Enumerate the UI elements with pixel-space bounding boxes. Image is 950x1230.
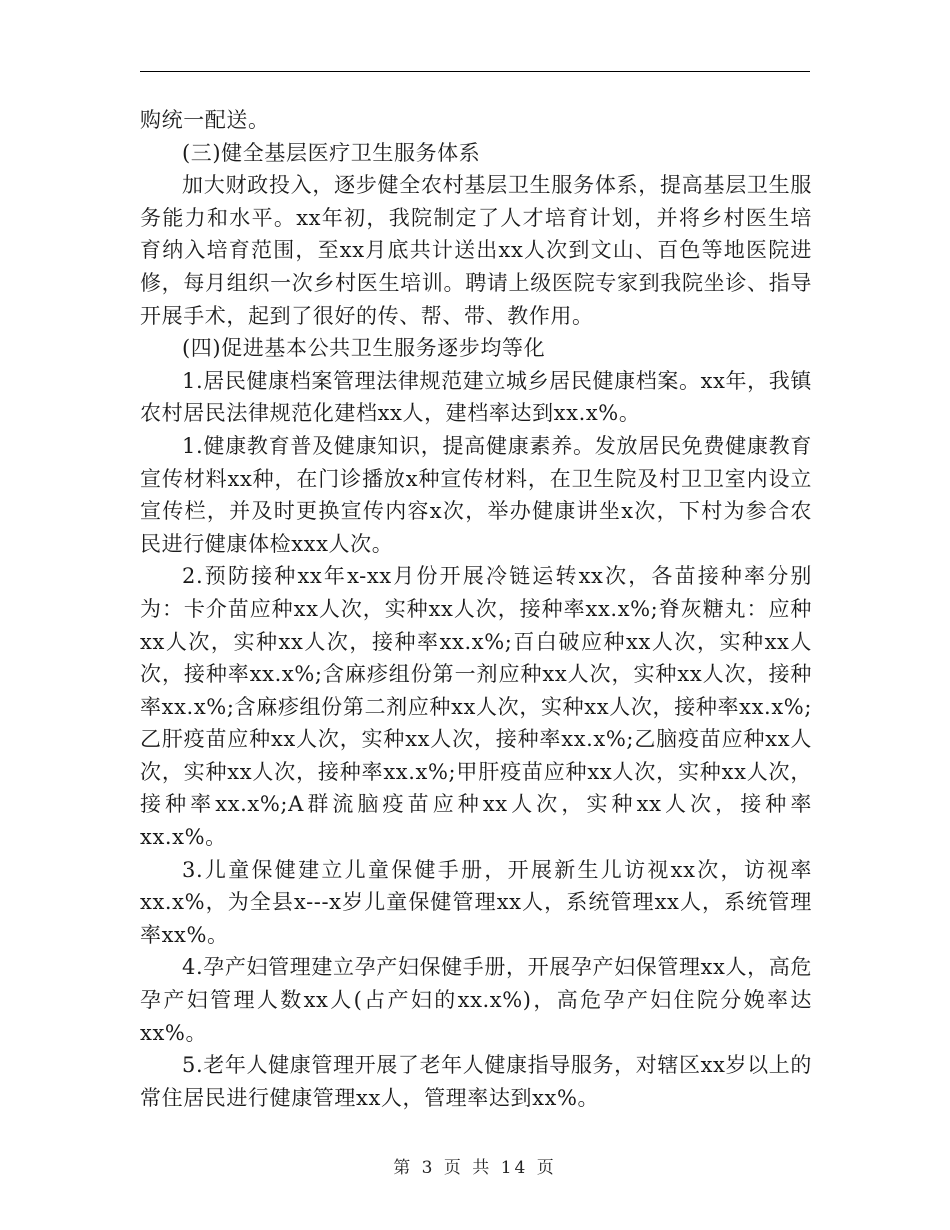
header-rule	[140, 71, 810, 72]
paragraph: 2.预防接种xx年x-xx月份开展冷链运转xx次，各苗接种率分别为：卡介苗应种xx人次，实种xx人次，接种率xx.x%;脊灰糖丸：应种xx人次，实种xx人次，接种率xx.x%;百白破应种xx人次，实种xx人次，接种率xx.x%;含麻疹组份第一剂应种xx人次，实种xx人次，接种率xx.x%;含麻疹组份第二剂应种xx人次，实种xx人次，接种率xx.x%;乙肝疫苗应种xx人次，实种xx人次，接种率xx.x%;乙脑疫苗应种xx人次，实种xx人次，接种率xx.x%;甲肝疫苗应种xx人次，实种xx人次，接种率xx.x%;A群流脑疫苗应种xx人次，实种xx人次，接种率xx.x%。	[140, 564, 812, 850]
paragraph: 5.老年人健康管理开展了老年人健康指导服务，对辖区xx岁以上的常住居民进行健康管理xx人，管理率达到xx%。	[140, 1053, 812, 1110]
paragraph: 购统一配送。	[140, 108, 270, 132]
paragraph: 加大财政投入，逐步健全农村基层卫生服务体系，提高基层卫生服务能力和水平。xx年初，我院制定了人才培育计划，并将乡村医生培育纳入培育范围，至xx月底共计送出xx人次到文山、百色等地医院进修，每月组织一次乡村医生培训。聘请上级医院专家到我院坐诊、指导开展手术，起到了很好的传、帮、带、教作用。	[140, 173, 812, 328]
document-body	[140, 104, 812, 1114]
section-heading: (三)健全基层医疗卫生服务体系	[182, 140, 481, 165]
paragraph: 3.儿童保健建立儿童保健手册，开展新生儿访视xx次，访视率xx.x%，为全县x---x岁儿童保健管理xx人，系统管理xx人，系统管理率xx%。	[140, 857, 812, 947]
section-heading: (四)促进基本公共卫生服务逐步均等化	[182, 336, 546, 361]
paragraph: 1.居民健康档案管理法律规范建立城乡居民健康档案。xx年，我镇农村居民法律规范化建档xx人，建档率达到xx.x%。	[140, 368, 812, 426]
paragraph: 4.孕产妇管理建立孕产妇保健手册，开展孕产妇保管理xx人，高危孕产妇管理人数xx人(占产妇的xx.x%)，高危孕产妇住院分娩率达xx%。	[140, 955, 812, 1045]
page-number: 第 3 页 共 14 页	[393, 1158, 557, 1178]
paragraph: 1.健康教育普及健康知识，提高健康素养。发放居民免费健康教育宣传材料xx种，在门诊播放x种宣传材料，在卫生院及村卫卫室内设立宣传栏，并及时更换宣传内容x次，举办健康讲坐x次，下村为参合农民进行健康体检xxx人次。	[140, 433, 812, 556]
